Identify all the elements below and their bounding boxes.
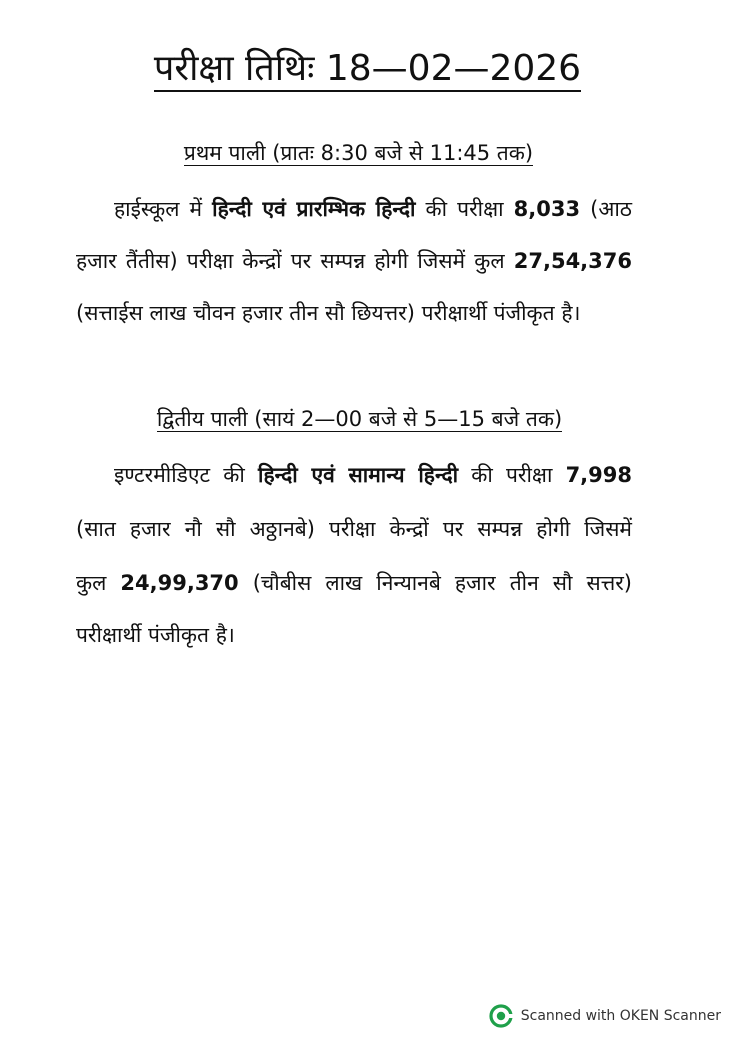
text-span: की परीक्षा — [458, 463, 566, 487]
oken-scanner-logo-icon — [489, 1004, 513, 1028]
centre-count: 7,998 — [565, 463, 632, 487]
second-shift-heading-text: द्वितीय पाली (सायं 2—00 बजे से 5—15 बजे तक) — [156, 407, 563, 431]
candidate-count: 27,54,376 — [513, 249, 632, 273]
candidate-count: 24,99,370 — [120, 571, 239, 595]
first-shift-heading — [0, 138, 726, 168]
second-shift-line-1 — [114, 460, 632, 490]
scanner-watermark — [489, 1004, 721, 1028]
text-span: (सत्ताईस लाख चौवन हजार तीन सौ छियत्तर) परीक्षार्थी पंजीकृत है। — [76, 301, 581, 325]
first-shift-line-2 — [76, 246, 632, 276]
second-shift-line-4 — [76, 620, 632, 650]
watermark-text: Scanned with OKEN Scanner — [520, 1008, 721, 1024]
second-shift-line-2 — [76, 514, 632, 544]
subject-name: हिन्दी एवं प्रारम्भिक हिन्दी — [212, 197, 416, 221]
second-shift-heading — [0, 404, 727, 434]
centre-count: 8,033 — [513, 197, 581, 221]
exam-date-title — [0, 44, 735, 94]
subject-name: हिन्दी एवं सामान्य हिन्दी — [258, 463, 459, 487]
first-shift-line-1 — [114, 194, 632, 224]
text-span: (सात हजार नौ सौ अठ्ठानबे) परीक्षा केन्द्रों पर सम्पन्न होगी जिसमें — [76, 517, 632, 541]
text-span: कुल — [76, 571, 121, 595]
second-shift-line-3 — [76, 568, 632, 598]
first-shift-heading-text: प्रथम पाली (प्रातः 8:30 बजे से 11:45 तक) — [183, 141, 534, 165]
text-span: (आठ — [580, 197, 633, 221]
text-span: की परीक्षा — [415, 197, 514, 221]
text-span: हजार तैंतीस) परीक्षा केन्द्रों पर सम्पन्न होगी जिसमें कुल — [76, 249, 514, 273]
text-span: (चौबीस लाख निन्यानबे हजार तीन सौ सत्तर) — [238, 571, 632, 595]
first-shift-line-3 — [76, 298, 632, 328]
text-span: परीक्षार्थी पंजीकृत है। — [76, 623, 235, 647]
text-span: इण्टरमीडिएट की — [114, 463, 258, 487]
exam-date-title-text: परीक्षा तिथिः 18—02—2026 — [154, 48, 581, 92]
text-span: हाईस्कूल में — [114, 197, 213, 221]
